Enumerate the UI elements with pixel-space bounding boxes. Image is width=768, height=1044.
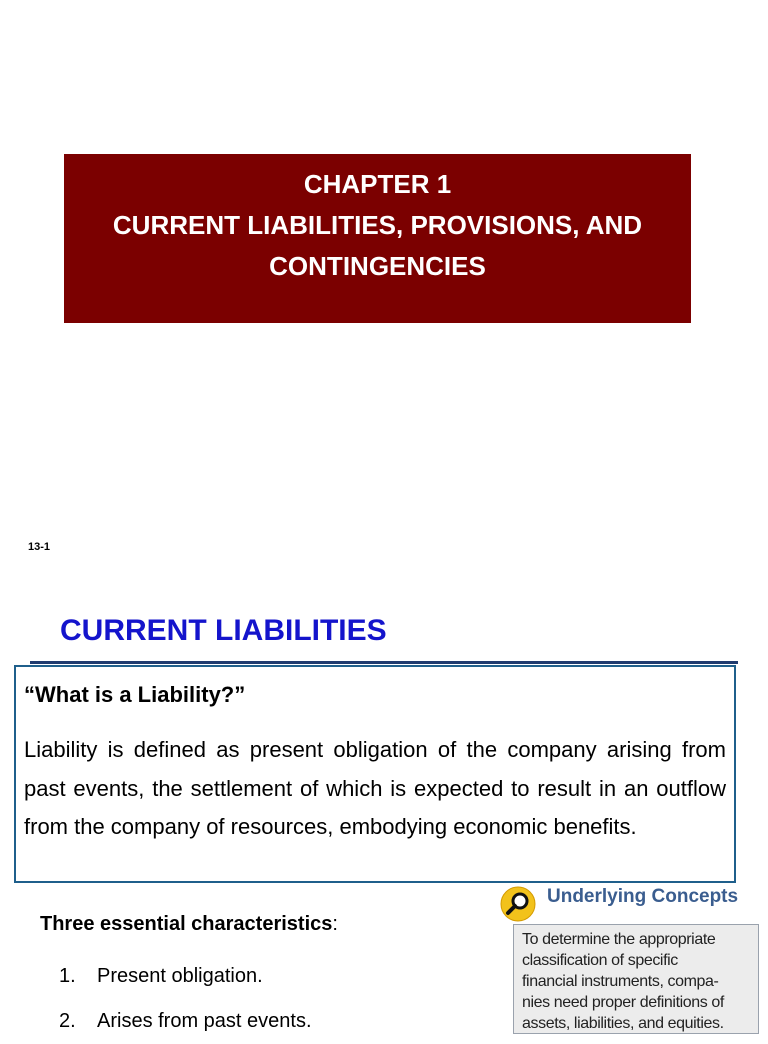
- concepts-line: To determine the appropriate: [522, 931, 716, 948]
- definition-question: “What is a Liability?”: [24, 682, 246, 707]
- list-item-label: Arises from past events.: [97, 1010, 312, 1032]
- definition-text: Liability is defined as present obligation of the company arising from past events, the settlement of which is expected to result in an outflow from the company of resources, embodying economic benefits.: [24, 737, 726, 839]
- characteristics-heading-colon: :: [332, 913, 338, 935]
- chapter-title-box: [64, 154, 691, 323]
- heading-divider: [30, 661, 738, 664]
- underlying-concepts-title: Underlying Concepts: [547, 886, 739, 907]
- magnifier-icon: [500, 886, 536, 922]
- list-item-number: 1.: [59, 965, 76, 987]
- concepts-line: financial instruments, compa-: [522, 973, 719, 990]
- list-item: [59, 954, 480, 999]
- underlying-concepts-body: [513, 924, 759, 1034]
- chapter-title-line-1: CURRENT LIABILITIES, PROVISIONS, AND: [112, 210, 643, 240]
- characteristics-heading: [40, 908, 480, 940]
- chapter-number: CHAPTER 1: [303, 169, 452, 199]
- chapter-title-line-2: CONTINGENCIES: [269, 251, 486, 281]
- definition-box: [14, 665, 736, 883]
- concepts-line: classification of specific: [522, 952, 678, 969]
- underlying-concepts-callout: [500, 884, 768, 1032]
- characteristics-list: [40, 954, 480, 1044]
- list-item-number: 2.: [59, 1010, 76, 1032]
- characteristics-heading-text: Three essential characteristics: [40, 913, 333, 935]
- list-item: [59, 999, 480, 1044]
- section-heading: CURRENT LIABILITIES: [60, 614, 387, 647]
- list-item-label: Present obligation.: [97, 965, 263, 987]
- concepts-line: nies need proper definitions of: [522, 994, 724, 1011]
- slide-number: 13-1: [28, 541, 51, 553]
- concepts-line: assets, liabilities, and equities.: [522, 1015, 724, 1032]
